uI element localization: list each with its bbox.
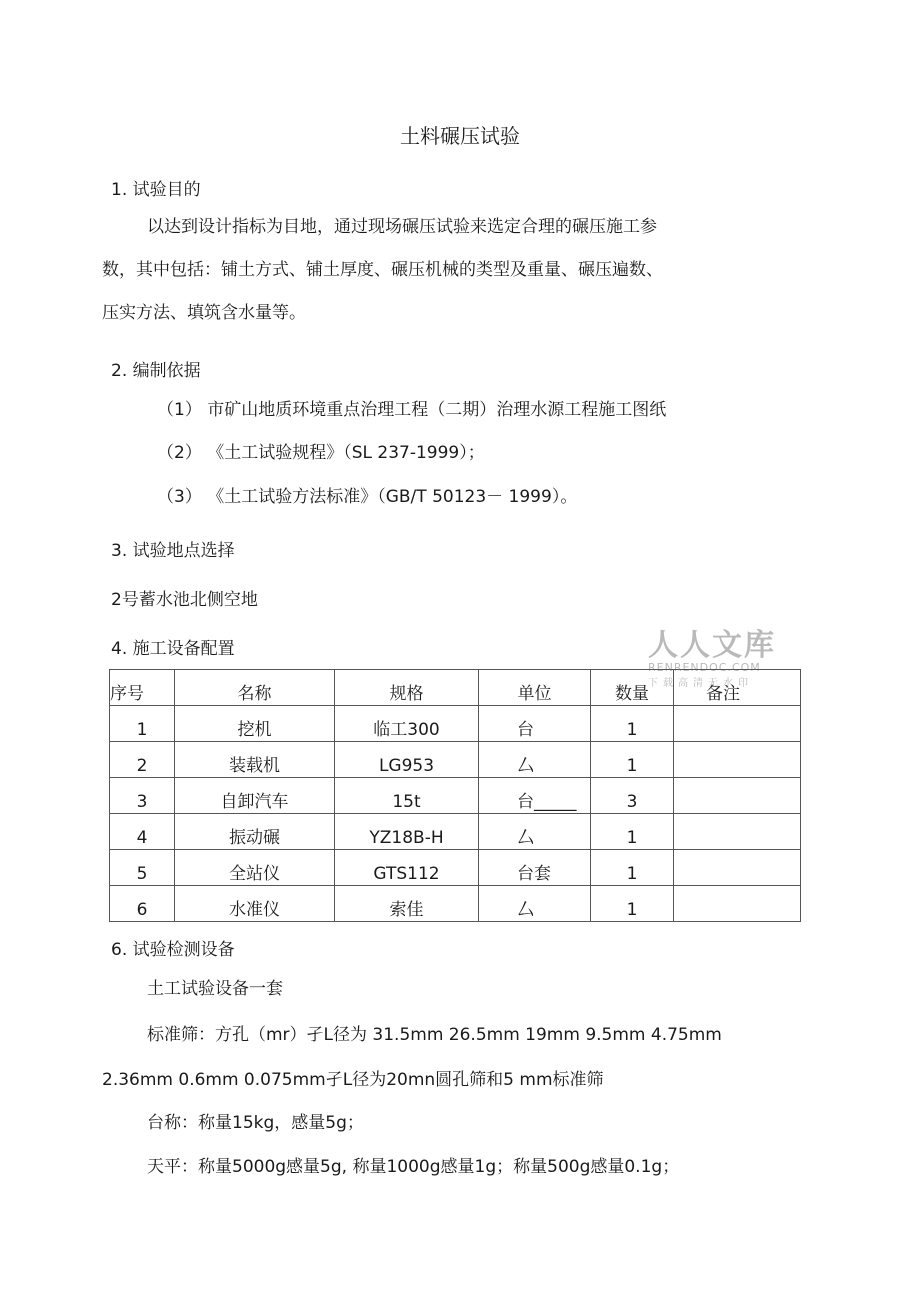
section-1-line-1: 以达到设计指标为目地，通过现场碾压试验来选定合理的碾压施工参 [147, 217, 657, 237]
cell-unit: 台_____ [479, 778, 591, 814]
header-cell: 名称 [175, 670, 335, 706]
table-row [110, 706, 801, 742]
table-row [110, 742, 801, 778]
reference-item: （1） 市矿山地质环境重点治理工程（二期）治理水源工程施工图纸 [157, 400, 667, 420]
cell-name: 全站仪 [175, 850, 335, 886]
cell-no: 1 [110, 706, 175, 742]
table-row [110, 814, 801, 850]
cell-no: 4 [110, 814, 175, 850]
cell-spec: GTS112 [335, 850, 479, 886]
cell-note [674, 814, 801, 850]
table-header-row [110, 670, 801, 706]
cell-spec: LG953 [335, 742, 479, 778]
cell-unit: 厶 [479, 742, 591, 778]
reference-item: （3） 《土工试验方法标准》（GB/T 50123－ 1999）。 [157, 487, 578, 507]
section-6-heading: 6. 试验检测设备 [111, 940, 235, 960]
cell-note [674, 742, 801, 778]
cell-qty: 1 [591, 886, 674, 922]
cell-note [674, 778, 801, 814]
cell-qty: 3 [591, 778, 674, 814]
cell-spec: 临工300 [335, 706, 479, 742]
cell-no: 6 [110, 886, 175, 922]
reference-item: （2） 《土工试验规程》（SL 237-1999）； [157, 443, 485, 463]
table-row [110, 886, 801, 922]
section-1-line-2: 数，其中包括：铺土方式、铺土厚度、碾压机械的类型及重量、碾压遍数、 [102, 260, 663, 280]
header-cell: 规格 [335, 670, 479, 706]
cell-note [674, 706, 801, 742]
cell-name: 水准仪 [175, 886, 335, 922]
cell-qty: 1 [591, 814, 674, 850]
cell-unit: 厶 [479, 886, 591, 922]
section-6-line-3: 2.36mm 0.6mm 0.075mm孑L径为20mn圆孔筛和5 mm标准筛 [102, 1070, 604, 1090]
section-3-heading: 3. 试验地点选择 [111, 541, 235, 561]
section-4-heading: 4. 施工设备配置 [111, 639, 235, 659]
cell-name: 装载机 [175, 742, 335, 778]
cell-note [674, 850, 801, 886]
header-cell: 备注 [674, 670, 801, 706]
section-6-line-5: 天平：称量5000g感量5g, 称量1000g感量1g；称量500g感量0.1g； [147, 1157, 680, 1177]
cell-qty: 1 [591, 850, 674, 886]
cell-name: 振动碾 [175, 814, 335, 850]
cell-spec: 索佳 [335, 886, 479, 922]
section-1-line-3: 压实方法、填筑含水量等。 [102, 303, 306, 323]
cell-qty: 1 [591, 742, 674, 778]
cell-spec: YZ18B-H [335, 814, 479, 850]
cell-unit: 台套 [479, 850, 591, 886]
cell-name: 挖机 [175, 706, 335, 742]
table-row [110, 778, 801, 814]
cell-note [674, 886, 801, 922]
watermark-slogan: 下载高清无水印 [648, 678, 753, 689]
site-location: 2号蓄水池北侧空地 [111, 590, 258, 610]
section-6-line-2: 标准筛：方孔（mr）孑L径为 31.5mm 26.5mm 19mm 9.5mm 4.75mm [147, 1025, 722, 1045]
header-cell: 数量 [591, 670, 674, 706]
cell-unit: 台 [479, 706, 591, 742]
watermark-domain: RENRENDOC.COM [648, 661, 761, 674]
section-6-line-1: 土工试验设备一套 [147, 979, 283, 999]
cell-no: 3 [110, 778, 175, 814]
page-title: 土料碾压试验 [400, 124, 520, 148]
header-cell: 序号 [110, 670, 175, 706]
section-6-line-4: 台称：称量15kg，感量5g； [147, 1113, 364, 1133]
cell-unit: 厶 [479, 814, 591, 850]
equipment-table [109, 669, 801, 922]
section-1-heading: 1. 试验目的 [111, 180, 201, 200]
cell-name: 自卸汽车 [175, 778, 335, 814]
table-row [110, 850, 801, 886]
header-cell: 单位 [479, 670, 591, 706]
watermark-logo-text: 人人文库 [648, 628, 776, 663]
cell-spec: 15t [335, 778, 479, 814]
cell-no: 5 [110, 850, 175, 886]
section-2-heading: 2. 编制依据 [111, 361, 201, 381]
cell-qty: 1 [591, 706, 674, 742]
cell-no: 2 [110, 742, 175, 778]
